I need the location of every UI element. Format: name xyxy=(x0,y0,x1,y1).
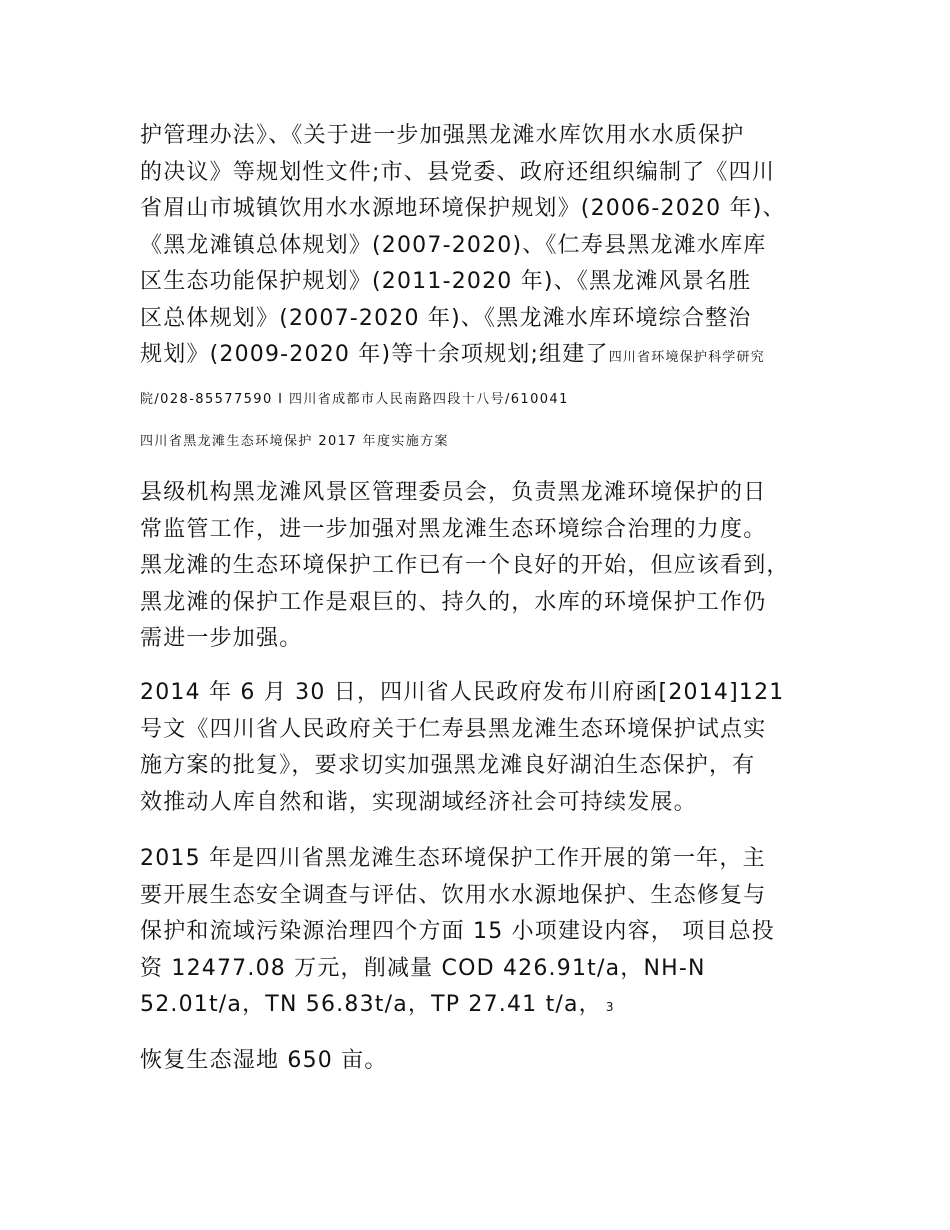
text-line: 省眉山市城镇饮用水水源地环境保护规划》(2006-2020 年)、 xyxy=(140,196,786,221)
text-line: 号文《四川省人民政府关于仁寿县黑龙滩生态环境保护试点实 xyxy=(140,716,767,742)
text-line: 《黑龙滩镇总体规划》(2007-2020)、《仁寿县黑龙滩水库库 xyxy=(140,232,767,258)
paragraph-management xyxy=(140,475,790,658)
text-line xyxy=(140,337,786,377)
text-line: 区总体规划》(2007-2020 年)、《黑龙滩水库环境综合整治 xyxy=(140,305,752,331)
text-line: 区生态功能保护规划》(2011-2020 年)、《黑龙滩风景名胜 xyxy=(140,269,752,294)
text-line: 恢复生态湿地 650 亩。 xyxy=(140,1048,388,1073)
text-line: 保护和流域污染源治理四个方面 15 小项建设内容， 项目总投 xyxy=(140,919,775,944)
paragraph-wetland xyxy=(140,1043,388,1080)
text-line: 2015 年是四川省黑龙滩生态环境保护工作开展的第一年，主 xyxy=(140,846,766,871)
text-line: 护管理办法》、《关于进一步加强黑龙滩水库饮用水水质保护 xyxy=(140,123,745,148)
text-line-content: 52.01t/a，TN 56.83t/a，TP 27.41 t/a， xyxy=(140,992,602,1017)
text-line: 县级机构黑龙滩风景区管理委员会，负责黑龙滩环境保护的日 xyxy=(140,480,767,505)
paragraph-plans xyxy=(140,118,786,377)
page-number-marker: 3 xyxy=(605,1000,614,1014)
paragraph-2015-work xyxy=(140,841,775,1026)
paragraph-2014-approval xyxy=(140,675,785,821)
text-line: 的决议》等规划性文件;市、县党委、政府还组织编制了《四川 xyxy=(140,159,776,185)
text-line: 需进一步加强。 xyxy=(140,626,303,651)
text-line: 资 12477.08 万元，削减量 COD 426.91t/a，NH-N xyxy=(140,955,706,981)
text-line: 2014 年 6 月 30 日，四川省人民政府发布川府函[2014]121 xyxy=(140,680,785,705)
inline-header-text: 四川省环境保护科学研究 xyxy=(608,350,765,365)
text-line: 黑龙滩的生态环境保护工作已有一个良好的开始，但应该看到， xyxy=(140,553,790,578)
text-line: 效推动人库自然和谐，实现湖域经济社会可持续发展。 xyxy=(140,789,697,815)
text-line: 黑龙滩的保护工作是艰巨的、持久的，水库的环境保护工作仍 xyxy=(140,589,767,615)
text-line: 常监管工作，进一步加强对黑龙滩生态环境综合治理的力度。 xyxy=(140,516,767,542)
text-line-content: 规划》(2009-2020 年)等十余项规划;组建了 xyxy=(140,342,609,367)
text-line: 要开展生态安全调查与评估、饮用水水源地保护、生态修复与 xyxy=(140,882,767,908)
text-line xyxy=(140,987,775,1026)
text-line: 施方案的批复》，要求切实加强黑龙滩良好湖泊生态保护，有 xyxy=(140,753,756,778)
document-title-line: 四川省黑龙滩生态环境保护 2017 年度实施方案 xyxy=(140,434,449,449)
address-line: 院/028-85577590 I 四川省成都市人民南路四段十八号/610041 xyxy=(140,392,569,407)
